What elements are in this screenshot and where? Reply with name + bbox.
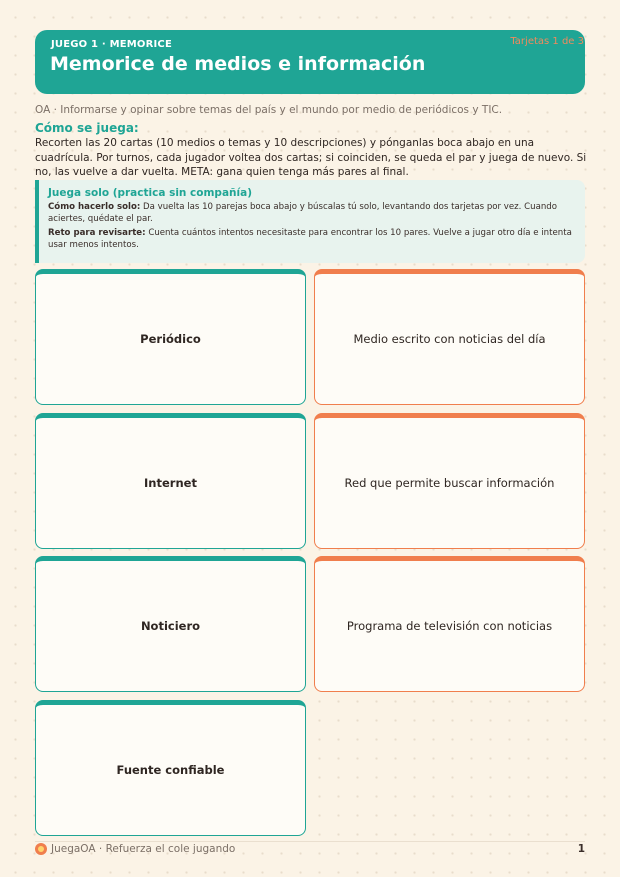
learning-objective: OA · Informarse y opinar sobre temas del país y el mundo por medio de periódicos y TIC.: [35, 104, 503, 116]
solo-how-label: Cómo hacerlo solo:: [48, 202, 141, 212]
solo-review-label: Reto para revisarte:: [48, 228, 146, 238]
footer-brand: JuegaOA · Refuerza el cole jugando: [51, 843, 236, 855]
page-tag: Tarjetas 1 de 3: [510, 36, 584, 47]
card-term-noticiero: Noticiero: [35, 556, 306, 692]
solo-how-text: Da vuelta las 10 parejas boca abajo y búscalas tú solo, levantando dos tarjetas por vez. Cuando aciertes, quédate el par.: [48, 202, 558, 224]
how-to-play-heading: Cómo se juega:: [35, 121, 139, 135]
card-term-internet: Internet: [35, 413, 306, 549]
solo-review: [48, 227, 575, 251]
solo-play-box: [35, 180, 585, 263]
brand-logo-icon: [35, 843, 47, 855]
solo-review-text: Cuenta cuántos intentos necesitaste para encontrar los 10 pares. Vuelve a jugar otro día e intenta usar menos intentos.: [48, 228, 572, 250]
solo-how: [48, 201, 575, 225]
card-term-fuente-confiable: Fuente confiable: [35, 700, 306, 836]
header-banner: [35, 30, 585, 94]
card-desc-noticiero: Programa de televisión con noticias: [314, 556, 585, 692]
card-term-periodico: Periódico: [35, 269, 306, 405]
card-desc-internet: Red que permite buscar información: [314, 413, 585, 549]
card-desc-periodico: Medio escrito con noticias del día: [314, 269, 585, 405]
how-to-play-text: Recorten las 20 cartas (10 medios o temas y 10 descripciones) y pónganlas boca abajo en una cuadrícula. Por turnos, cada jugador voltea dos cartas; si coinciden, se queda el par y juega de nuevo. Si no, las vuelve a dar vuelta. META: gana quien tenga más pares al final.: [35, 137, 587, 178]
game-kicker: JUEGO 1 · MEMORICE: [51, 39, 173, 50]
page-title: Memorice de medios e información: [50, 53, 426, 75]
page-number: 1: [577, 843, 585, 855]
footer-divider: [35, 841, 585, 842]
solo-title: Juega solo (practica sin compañía): [48, 187, 252, 199]
